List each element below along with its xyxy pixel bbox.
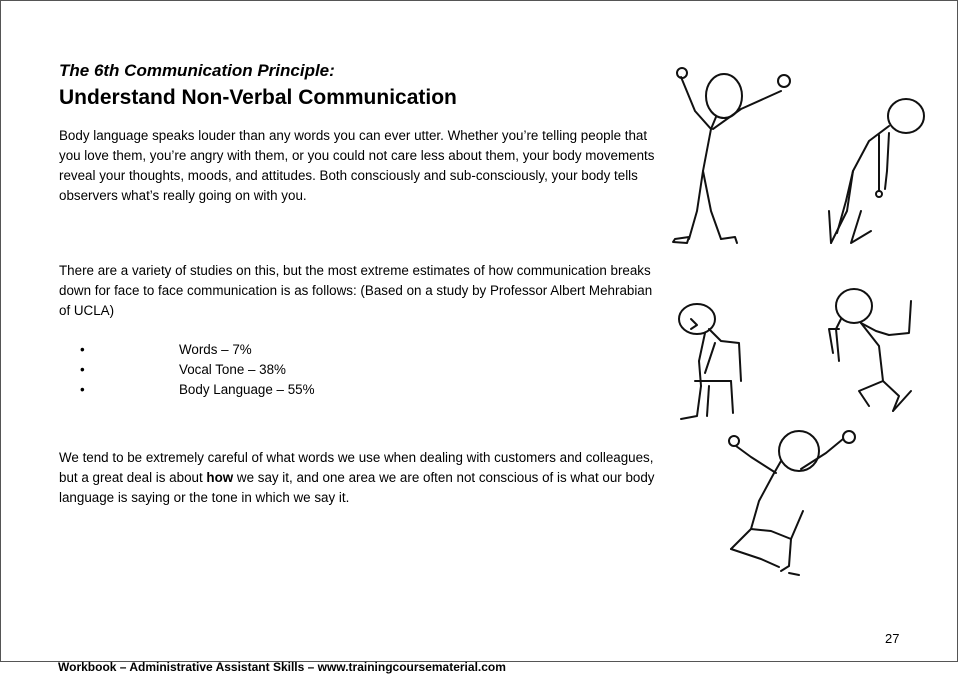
closing-text-start: We tend to be extremely careful of what words we use when dealing with customers and colleagues, but a great deal is about [59, 450, 654, 485]
stick-figure-celebrating-icon [729, 431, 855, 575]
page-title: Understand Non-Verbal Communication [59, 86, 457, 109]
bullet-icon: • [80, 382, 85, 397]
stick-figure-cheering-icon [673, 68, 790, 243]
page-number: 27 [885, 631, 900, 646]
emphasis-word: how [206, 470, 234, 485]
list-item [59, 360, 315, 380]
stick-figures-illustration [661, 61, 931, 591]
communication-breakdown-list [59, 340, 315, 400]
stick-figure-head-down-icon [679, 304, 741, 419]
bullet-icon: • [80, 342, 85, 357]
list-item [59, 380, 315, 400]
stick-figure-hand-on-head-icon [829, 289, 911, 411]
stick-figures-drawing [661, 61, 931, 591]
list-item-label: Vocal Tone – 38% [179, 362, 286, 377]
principle-subtitle: The 6th Communication Principle: [59, 61, 335, 80]
list-item-label: Words – 7% [179, 342, 252, 357]
list-item-label: Body Language – 55% [179, 382, 315, 397]
list-item [59, 340, 315, 360]
closing-paragraph [59, 448, 659, 508]
stick-figure-slumped-icon [829, 99, 924, 243]
study-paragraph: There are a variety of studies on this, but the most extreme estimates of how communication breaks down for face to face communication is as follows: (Based on a study by Professor Albert Mehrabian of UCLA) [59, 263, 653, 318]
closing-text-end: we say it, and one area we are often not conscious of is what our body language is saying or the tone in which we say it. [59, 470, 655, 505]
intro-paragraph: Body language speaks louder than any words you can ever utter. Whether you’re telling people that you love them, you’re angry with them, or you could not care less about them, your body movements reveal your thoughts, moods, and attitudes. Both consciously and sub-consciously, your body tells observers what’s really going on with you. [59, 128, 655, 203]
footer-text: Workbook – Administrative Assistant Skills – www.trainingcoursematerial.com [58, 660, 506, 674]
bullet-icon: • [80, 362, 85, 377]
